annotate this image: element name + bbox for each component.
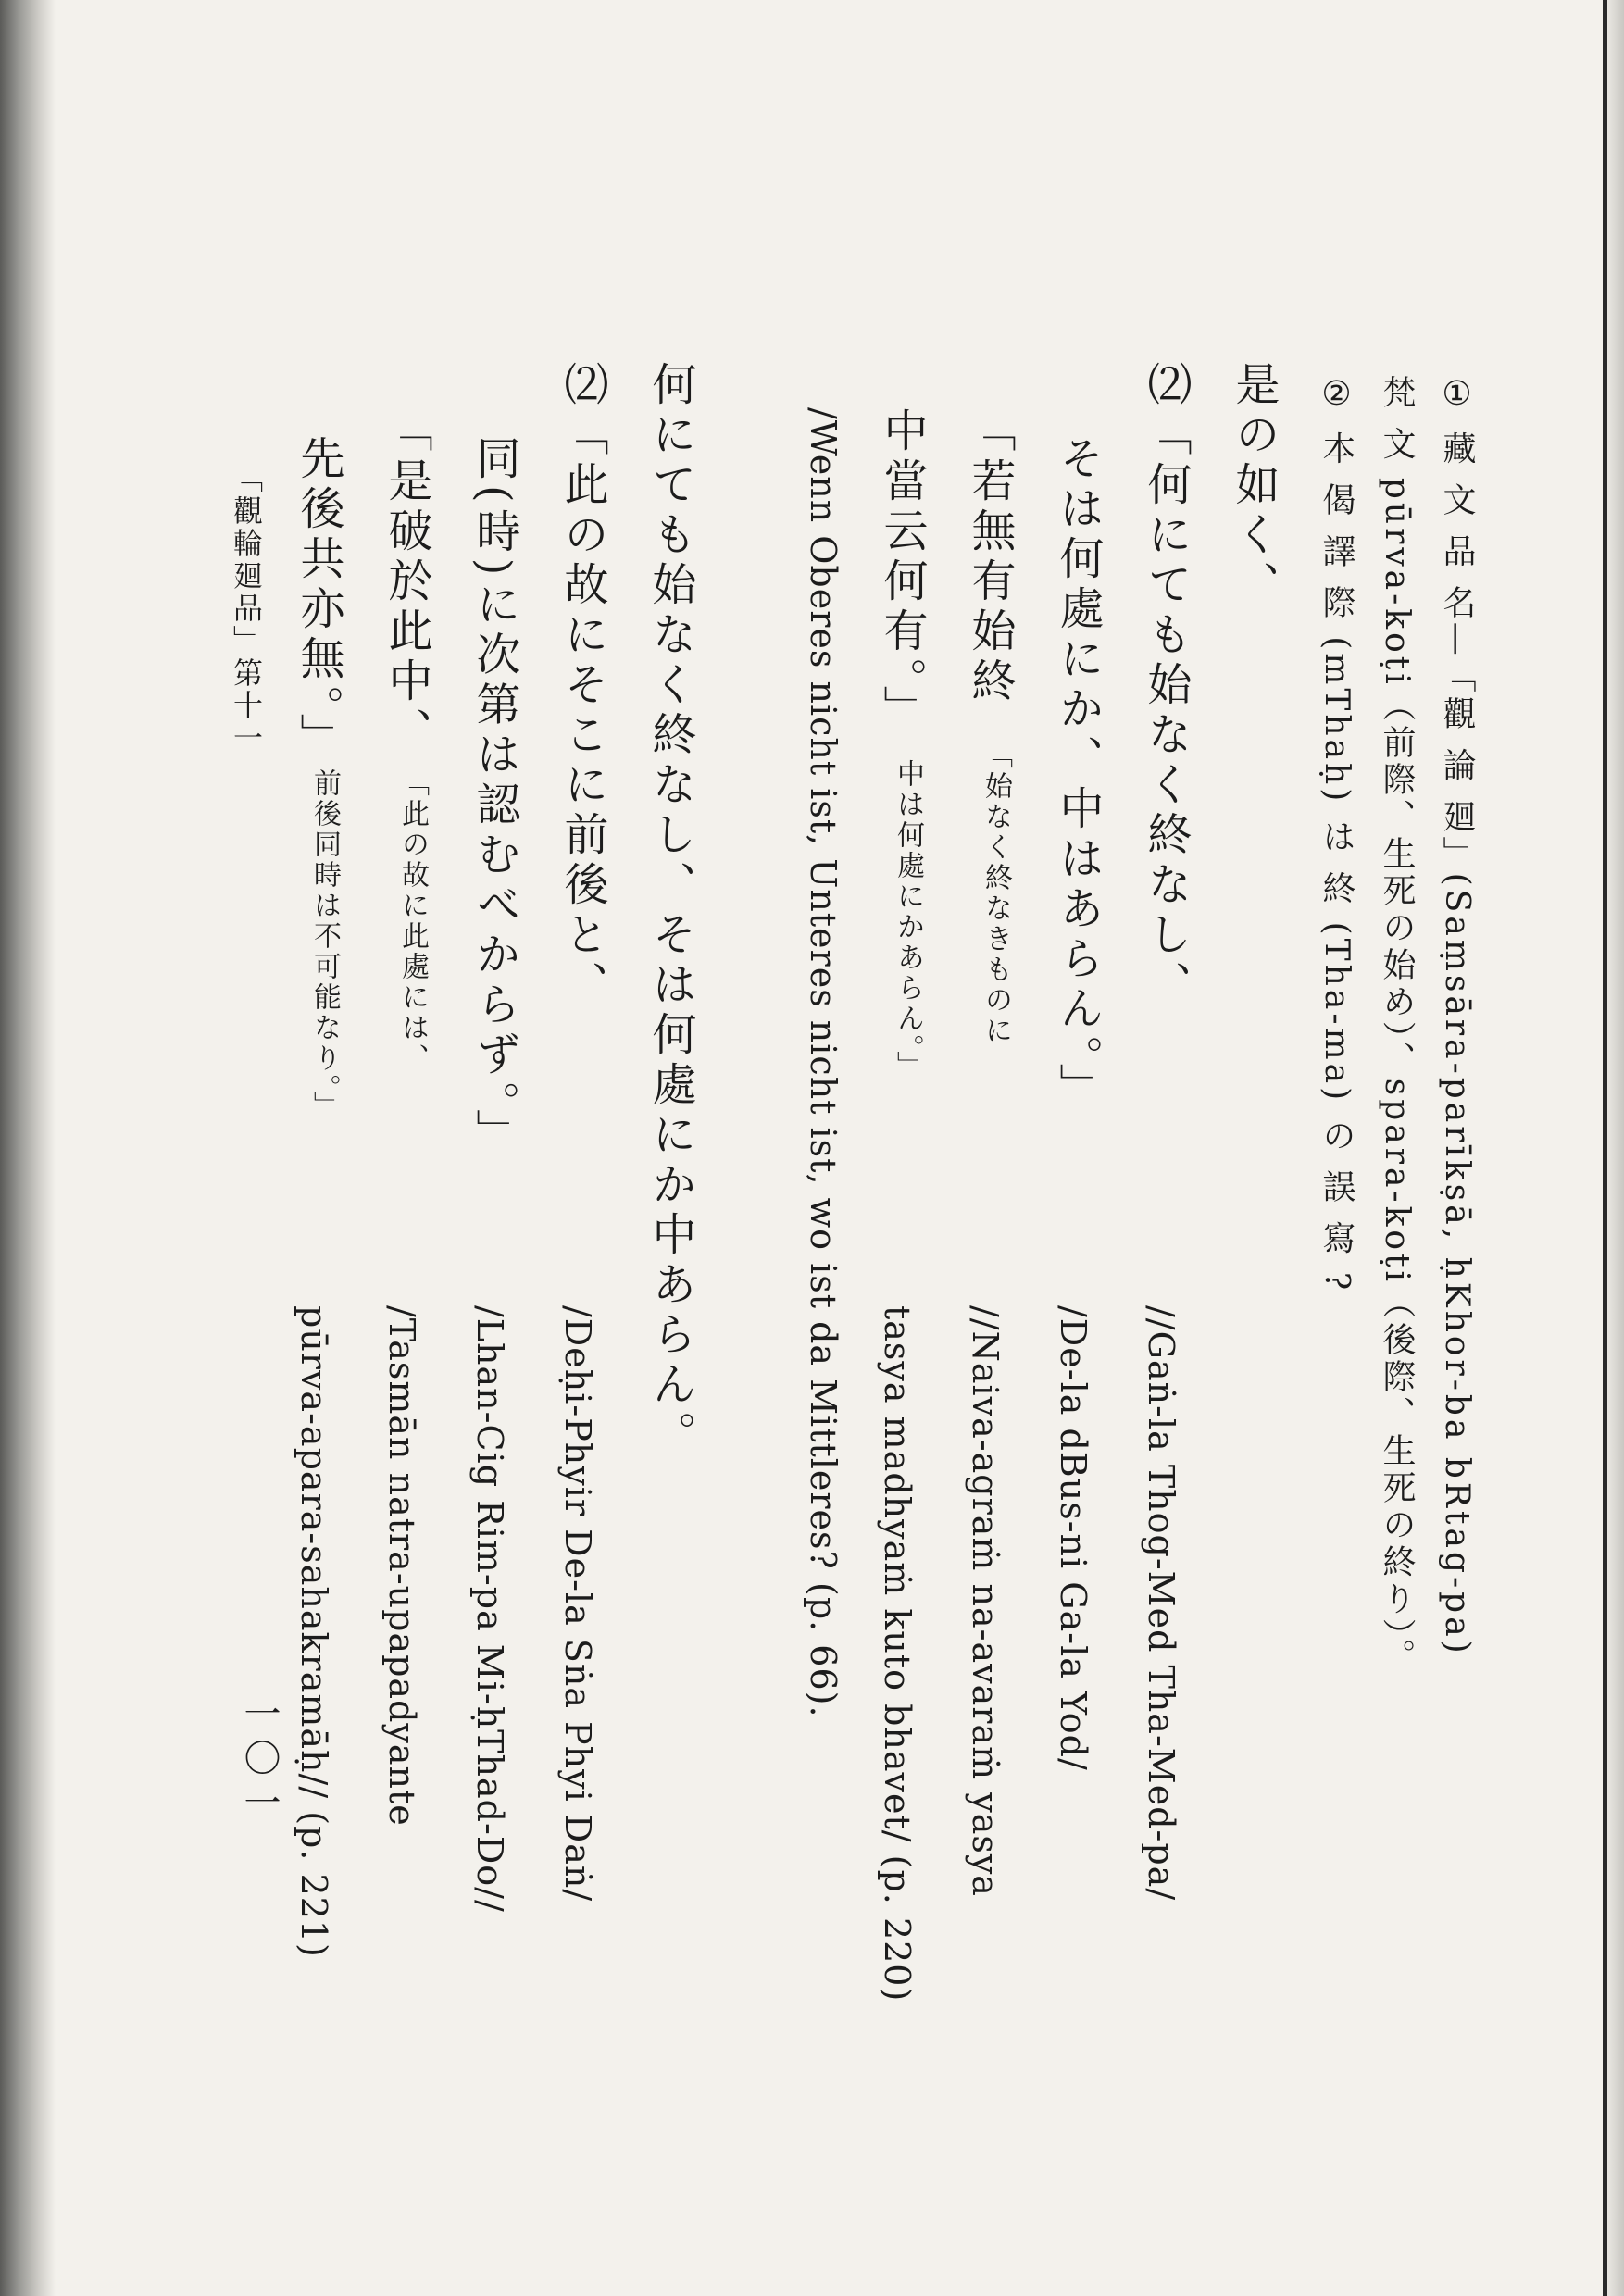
running-footer: 「觀輪廻品」第十一 [229,463,264,755]
verse2-gloss4: 前後同時は不可能なり。」 [308,768,341,1121]
note-1: ① 藏 文 品 名—「觀 論 廻」(Saṃsāra-parīkṣā, ḥKhor-ba bRtag-pa) [1438,375,1476,1657]
intro-text: 是の如く、 [1228,361,1280,611]
verse2-line1: ⑵「此の故にそこに前後と、 [556,361,608,1011]
tibetan2-line1: /Deḥi-Phyir De-la Sṅa Phyi Daṅ/ [557,1305,598,1903]
verse2-line2: 同(時)に次第は認むべからず。」 [468,435,520,1159]
tibetan1-line2: /De-la dBus-ni Ga-la Yod/ [1053,1305,1093,1771]
verse2-gloss3: 「此の故に此處には、 [396,768,429,1074]
verse1-gloss4: 中は何處にかあらん。」 [892,759,924,1081]
verse2-line0: 何にても始なく終なし、そは何處にか中あらん。 [644,361,696,1461]
tibetan1-line1: //Gaṅ-la Thog-Med Tha-Med-pa/ [1141,1305,1181,1902]
verse1-line2: そは何處にか、中はあらん。」 [1052,435,1104,1113]
note-2: ② 本 偈 譯 際 (mThaḥ) は 終 (Tha-ma) の 誤 寫 ? [1318,375,1355,1294]
sanskrit1-line1: //Naiva-agraṁ na-avaraṁ yasya [965,1305,1006,1897]
page-number: 一〇一 [238,1694,281,1828]
note-1-sanskrit: 梵 文 pūrva-koṭi（前際、生死の始め）、spara-koṭi（後際、生死の終り）。 [1378,375,1416,1677]
verse2-line4: 先後共亦無。」 [293,435,344,763]
margin-rule [1603,0,1607,2296]
book-spine-shadow [0,0,56,2296]
verse1-line1: ⑵「何にても始なく終なし、 [1140,361,1192,1011]
verse2-line3: 「是破於此中、 [381,407,432,757]
page-edge [1607,0,1624,2296]
verse1-german: /Wenn Oberes nicht ist, Unteres nicht ist, wo ist da Mittleres? (p. 66). [803,407,843,1718]
sanskrit2-line2: pūrva-apara-sahakramāḥ// (p. 221) [294,1305,334,1958]
verse1-line3: 「若無有始終 [964,407,1016,707]
sanskrit2-line1: /Tasmān natra-upapadyante [381,1305,422,1827]
verse1-line4: 中當云何有。」 [876,407,928,735]
verse1-gloss3: 「始なく終なきものに [980,741,1012,1046]
tibetan2-line2: /Lhan-Cig Rim-pa Mi-ḥThad-Do// [469,1305,510,1913]
sanskrit1-line2: tasya madhyaṁ kuto bhavet/ (p. 220) [877,1305,918,2003]
